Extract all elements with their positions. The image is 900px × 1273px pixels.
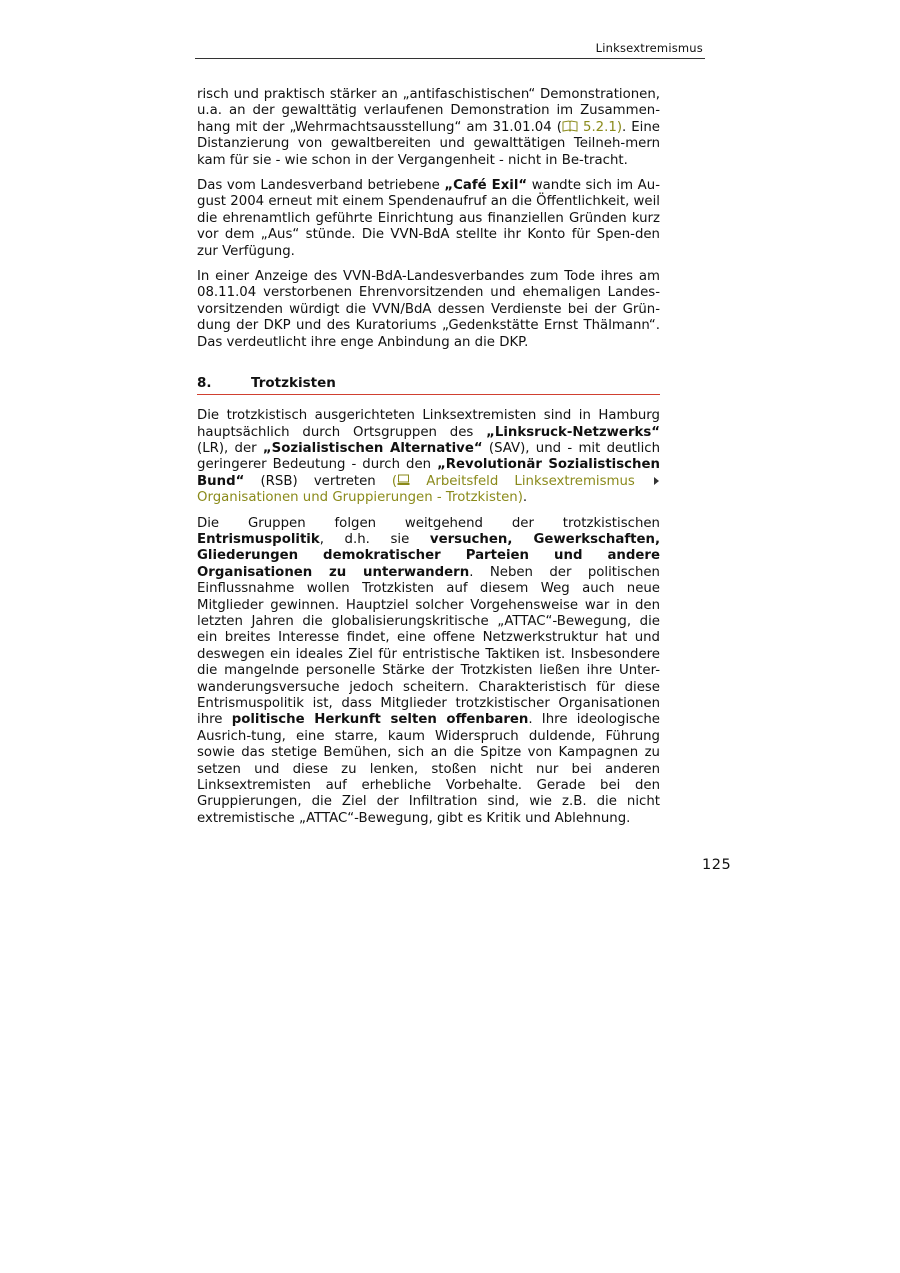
paragraph-5 bbox=[197, 516, 660, 828]
text: Die trotzkistisch ausgerichteten Linksextremisten sind in Hamburg hauptsächlich durch Ortsgruppen des bbox=[197, 408, 660, 440]
text: Das vom Landesverband betriebene bbox=[197, 178, 445, 194]
bold-text: Entrismuspolitik bbox=[197, 531, 320, 547]
book-icon bbox=[562, 120, 578, 132]
bold-text: „Revolutionär Sozialistischen Bund“ bbox=[197, 457, 660, 489]
bold-text: politische Herkunft selten offenbaren bbox=[231, 712, 529, 728]
text: Die Gruppen folgen weitgehend der trotzkistischen bbox=[197, 515, 660, 531]
text: wandte sich im Au-gust 2004 erneut mit einem Spendenaufruf an die Öffentlichkeit, weil die ehrenamtlich geführte Einrichtung aus finanziellen Gründen kurz vor dem „Aus“ stünde. Die VVN-BdA stellte ihr Konto für Spen-den zur Verfügung. bbox=[197, 178, 660, 259]
link-text: Arbeitsfeld Linksextremismus bbox=[410, 473, 652, 489]
text: . bbox=[522, 490, 528, 506]
section-heading bbox=[197, 375, 660, 395]
text: . Eine Distanzierung von gewaltbereiten und gewalttätigen Teilneh-mern kam für sie - wie schon in der Vergangenheit - nicht in Be-tracht. bbox=[197, 119, 660, 168]
header-title: Linksextremismus bbox=[595, 41, 703, 55]
triangle-right-icon bbox=[651, 476, 660, 486]
running-header bbox=[195, 41, 705, 59]
text: , d.h. sie bbox=[319, 531, 430, 547]
link-text: Organisationen und Gruppierungen - Trotzkisten) bbox=[197, 490, 523, 506]
paragraph-1 bbox=[197, 87, 660, 169]
text: (LR), der bbox=[197, 440, 263, 456]
paragraph-3: In einer Anzeige des VVN-BdA-Landesverbandes zum Tode ihres am 08.11.04 verstorbenen Ehrenvorsitzenden und ehemaligen Landes-vorsitzenden würdigt die VVN/BdA dessen Verdienste bei der Grün-dung der DKP und des Kuratoriums „Gedenkstätte Ernst Thälmann“. Das verdeutlicht ihre enge Anbindung an die DKP. bbox=[197, 269, 660, 350]
reference-link-5-2-1[interactable] bbox=[562, 120, 622, 135]
bold-text: „Linksruck-Netzwerks“ bbox=[486, 424, 660, 440]
page-content bbox=[197, 87, 660, 836]
text: (SAV), und - mit deutlich geringerer Bedeutung - durch den bbox=[197, 440, 661, 473]
section-number: 8. bbox=[197, 375, 212, 392]
paragraph-4 bbox=[197, 408, 660, 506]
reference-text: 5.2.1) bbox=[577, 119, 623, 135]
page-number: 125 bbox=[702, 857, 732, 873]
link-paren: ( bbox=[391, 473, 398, 489]
section-title: Trotzkisten bbox=[251, 375, 336, 392]
text: . Neben der politischen Einflussnahme wollen Trotzkisten auf diesem Weg auch neue Mitglieder gewinnen. Hauptziel solcher Vorgehensweise war in den letzten Jahren die globalisierungskritische „ATTAC“-Bewegung, die ein breites Interesse findet, eine offene Netzwerkstruktur hat und deswegen ein ideales Ziel für entristische Taktiken ist. Insbesondere die mangelnde personelle Stärke der Trotzkisten ließen ihre Unter-wanderungsversuche jedoch scheitern. Charakteristisch für diese Entrismuspolitik ist, dass Mitglieder trotzkistischer Organisationen ihre bbox=[197, 564, 660, 728]
paragraph-2 bbox=[197, 178, 660, 260]
computer-icon bbox=[397, 474, 410, 486]
bold-text: versuchen, Gewerkschaften, Gliederungen demokratischer Parteien und andere Organisationen zu unterwandern bbox=[197, 531, 661, 580]
text: . Ihre ideologische Ausrich-tung, eine starre, kaum Widerspruch duldende, Führung sowie das stetige Bemühen, sich an die Spitze von Kampagnen zu setzen und diese zu lenken, stoßen nicht nur bei anderen Linksextremisten auf erhebliche Vorbehalte. Gerade bei den Gruppierungen, die Ziel der Infiltration sind, wie z.B. die nicht extremistische „ATTAC“-Bewegung, gibt es Kritik und Ablehnung. bbox=[197, 712, 660, 826]
text: (RSB) vertreten bbox=[244, 473, 392, 489]
text: risch und praktisch stärker an „antifaschistischen“ Demonstrationen, u.a. an der gewalttätig verlaufenen Demonstration im Zusammen-hang mit der „Wehrmachtsausstellung“ am 31.01.04 ( bbox=[197, 87, 660, 135]
bold-text: „Café Exil“ bbox=[444, 178, 528, 194]
bold-text: „Sozialistischen Alternative“ bbox=[262, 440, 483, 456]
